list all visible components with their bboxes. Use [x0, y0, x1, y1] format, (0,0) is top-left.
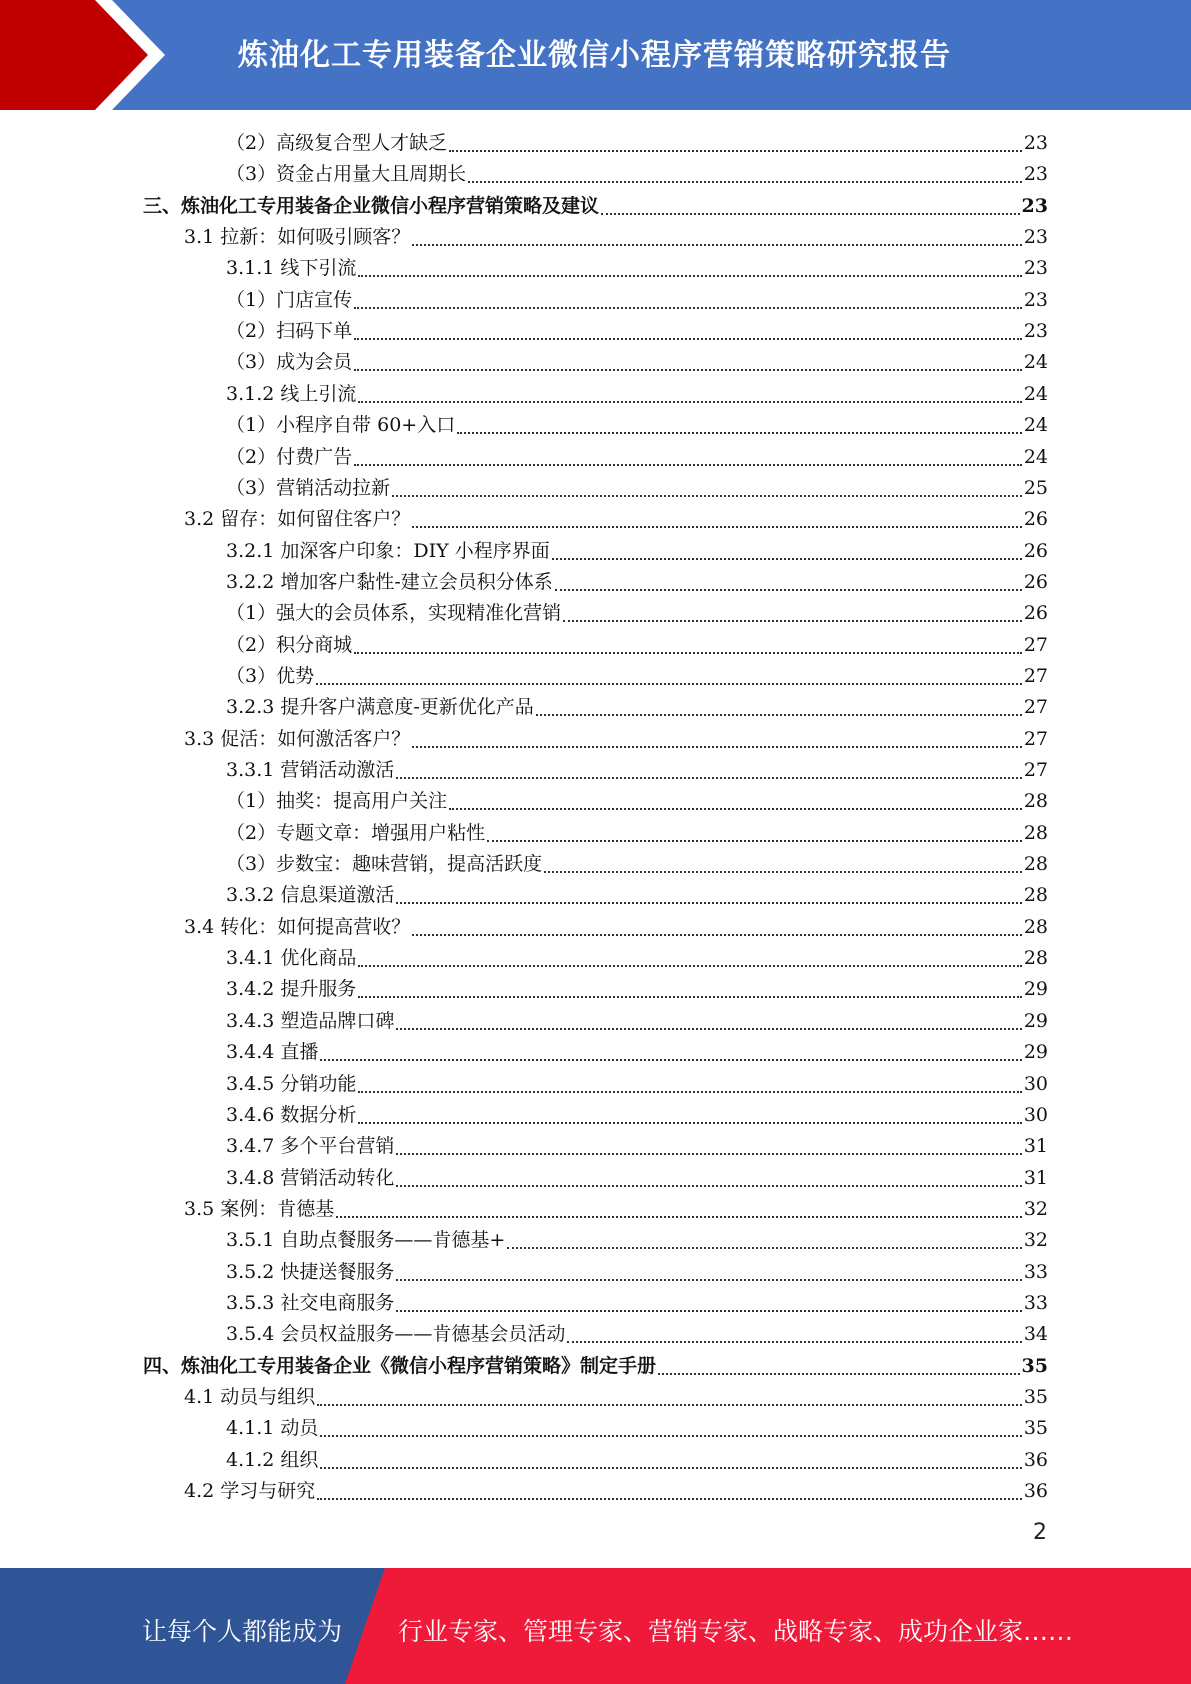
toc-dot-leader: [396, 1028, 1021, 1030]
toc-entry[interactable]: [184, 1476, 1048, 1507]
toc-dot-leader: [507, 1247, 1022, 1249]
toc-entry[interactable]: [226, 1037, 1048, 1068]
toc-entry[interactable]: [226, 1413, 1048, 1444]
toc-dot-leader: [354, 338, 1022, 340]
toc-entry-page: 32: [1023, 1197, 1048, 1220]
toc-entry[interactable]: [184, 912, 1048, 943]
toc-entry[interactable]: [226, 410, 1048, 441]
toc-dot-leader: [544, 871, 1022, 873]
toc-entry-page: 23: [1023, 320, 1048, 343]
toc-entry-page: 24: [1023, 445, 1048, 468]
toc-dot-leader: [358, 965, 1021, 967]
toc-entry-page: 31: [1023, 1166, 1048, 1189]
toc-entry[interactable]: [226, 692, 1048, 723]
toc-entry[interactable]: [226, 473, 1048, 504]
toc-entry-page: 28: [1023, 915, 1048, 938]
toc-entry-page: 26: [1023, 602, 1048, 625]
toc-entry-page: 35: [1023, 1386, 1048, 1408]
toc-dot-leader: [320, 1059, 1021, 1061]
toc-entry-title: 3.2 留存：如何留住客户？: [184, 508, 411, 531]
toc-entry[interactable]: [226, 974, 1048, 1005]
toc-dot-leader: [354, 464, 1022, 466]
toc-entry[interactable]: [226, 598, 1048, 629]
toc-entry-title: 3.4.3 塑造品牌口碑: [226, 1009, 395, 1032]
toc-entry-title: 3.4.5 分销功能: [226, 1072, 357, 1095]
toc-entry[interactable]: [226, 880, 1048, 911]
toc-entry-title: 三、炼油化工专用装备企业微信小程序营销策略及建议: [143, 194, 600, 217]
toc-entry-title: （1）小程序自带 60+入口: [226, 414, 456, 437]
toc-dot-leader: [567, 1341, 1021, 1343]
toc-entry[interactable]: [184, 1382, 1048, 1413]
toc-entry-title: 3.4.8 营销活动转化: [226, 1166, 395, 1189]
toc-dot-leader: [396, 1310, 1021, 1312]
toc-dot-leader: [552, 558, 1022, 560]
toc-entry[interactable]: [184, 1194, 1048, 1225]
toc-dot-leader: [412, 244, 1022, 246]
toc-dot-leader: [563, 620, 1022, 622]
toc-entry-title: 4.1 动员与组织: [184, 1386, 316, 1408]
toc-entry[interactable]: [226, 1006, 1048, 1037]
toc-entry-page: 28: [1023, 790, 1048, 813]
toc-entry-page: 23: [1023, 288, 1048, 311]
toc-entry-title: （1）门店宣传: [226, 288, 353, 311]
toc-dot-leader: [396, 777, 1021, 779]
toc-entry[interactable]: [226, 786, 1048, 817]
toc-entry-page: 36: [1023, 1448, 1048, 1471]
toc-entry[interactable]: [226, 347, 1048, 378]
toc-entry-title: （2）付费广告: [226, 445, 353, 468]
toc-entry-page: 25: [1023, 476, 1048, 499]
toc-entry-page: 23: [1023, 257, 1048, 280]
footer-slogan-right: 行业专家、管理专家、营销专家、战略专家、成功企业家……: [398, 1617, 1074, 1646]
toc-dot-leader: [449, 150, 1022, 152]
toc-entry-page: 28: [1023, 947, 1048, 970]
toc-dot-leader: [396, 902, 1021, 904]
toc-entry-page: 24: [1023, 382, 1048, 405]
toc-dot-leader: [412, 934, 1022, 936]
toc-entry-title: 4.1.1 动员: [226, 1417, 319, 1440]
toc-entry-page: 27: [1023, 633, 1048, 656]
toc-entry-title: 3.5 案例：肯德基: [184, 1197, 335, 1220]
toc-dot-leader: [601, 213, 1020, 215]
toc-entry-page: 28: [1023, 853, 1048, 876]
toc-dot-leader: [358, 401, 1021, 403]
toc-entry-title: （2）专题文章：增强用户粘性: [226, 821, 486, 844]
toc-dot-leader: [396, 1185, 1021, 1187]
toc-entry-title: 3.5.3 社交电商服务: [226, 1291, 395, 1314]
toc-entry[interactable]: [226, 1069, 1048, 1100]
toc-entry-page: 24: [1023, 414, 1048, 437]
toc-entry-page: 26: [1023, 508, 1048, 531]
toc-entry-page: 28: [1023, 821, 1048, 844]
toc-entry-title: （3）优势: [226, 664, 315, 687]
toc-entry-title: （3）资金占用量大且周期长: [226, 163, 467, 186]
toc-dot-leader: [317, 1404, 1022, 1406]
page-number: 2: [1033, 1520, 1047, 1545]
toc-dot-leader: [358, 1091, 1021, 1093]
toc-entry-title: 3.3.2 信息渠道激活: [226, 884, 395, 907]
footer-slogan-left: 让每个人都能成为: [142, 1617, 343, 1646]
toc-dot-leader: [457, 432, 1022, 434]
toc-entry-title: （1）强大的会员体系，实现精准化营销: [226, 602, 562, 625]
toc-entry[interactable]: [226, 442, 1048, 473]
toc-entry[interactable]: [226, 1225, 1048, 1256]
toc-entry-page: 29: [1023, 1009, 1048, 1032]
toc-entry[interactable]: [226, 818, 1048, 849]
toc-entry-page: 28: [1023, 884, 1048, 907]
toc-entry[interactable]: [226, 661, 1048, 692]
toc-dot-leader: [412, 526, 1022, 528]
toc-dot-leader: [354, 652, 1022, 654]
toc-entry[interactable]: [143, 1351, 1048, 1382]
toc-dot-leader: [316, 683, 1022, 685]
toc-entry[interactable]: [226, 1319, 1048, 1350]
toc-entry[interactable]: [226, 159, 1048, 190]
toc-dot-leader: [555, 589, 1022, 591]
toc-entry[interactable]: [226, 849, 1048, 880]
toc-entry-title: 3.1.2 线上引流: [226, 382, 357, 405]
toc-entry-title: 3.2.3 提升客户满意度-更新优化产品: [226, 696, 534, 719]
toc-dot-leader: [354, 307, 1022, 309]
toc-entry-page: 36: [1023, 1480, 1048, 1503]
toc-entry[interactable]: [184, 222, 1048, 253]
toc-entry[interactable]: [226, 943, 1048, 974]
toc-entry-title: （2）积分商城: [226, 633, 353, 656]
toc-entry-page: 32: [1023, 1229, 1048, 1252]
toc-entry-page: 27: [1023, 759, 1048, 781]
toc-entry-page: 34: [1023, 1323, 1048, 1346]
toc-entry-page: 24: [1023, 351, 1048, 374]
toc-dot-leader: [487, 840, 1022, 842]
toc-entry-title: 3.4.1 优化商品: [226, 947, 357, 970]
toc-entry-title: （3）成为会员: [226, 351, 353, 374]
toc-entry-page: 23: [1023, 226, 1048, 249]
toc-entry-page: 23: [1023, 132, 1048, 154]
toc-dot-leader: [320, 1435, 1021, 1437]
toc-entry[interactable]: [226, 1163, 1048, 1194]
toc-entry[interactable]: [226, 1131, 1048, 1162]
toc-entry-title: 3.4.6 数据分析: [226, 1103, 357, 1126]
toc-dot-leader: [536, 714, 1022, 716]
toc-entry-title: 3.4.4 直播: [226, 1041, 319, 1064]
toc-entry-page: 30: [1023, 1072, 1048, 1095]
toc-entry-page: 33: [1023, 1260, 1048, 1283]
toc-entry-title: 4.1.2 组织: [226, 1448, 319, 1471]
toc-entry-title: 3.4 转化：如何提高营收？: [184, 915, 411, 938]
toc-dot-leader: [354, 369, 1022, 371]
toc-dot-leader: [336, 1216, 1022, 1218]
toc-entry[interactable]: [143, 191, 1048, 222]
toc-dot-leader: [449, 808, 1022, 810]
toc-entry-title: 3.3 促活：如何激活客户？: [184, 727, 411, 750]
toc-entry[interactable]: [226, 285, 1048, 316]
report-title: 炼油化工专用装备企业微信小程序营销策略研究报告: [238, 38, 951, 73]
toc-entry-title: （3）营销活动拉新: [226, 476, 391, 499]
toc-entry-page: 29: [1023, 1041, 1048, 1064]
toc-entry[interactable]: [226, 1288, 1048, 1319]
toc-entry[interactable]: [226, 567, 1048, 598]
toc-entry[interactable]: [184, 504, 1048, 535]
toc-entry[interactable]: [226, 1445, 1048, 1476]
toc-entry-title: 3.4.2 提升服务: [226, 978, 357, 1001]
toc-entry-page: 35: [1021, 1354, 1048, 1377]
toc-dot-leader: [358, 996, 1021, 998]
toc-entry-title: 3.3.1 营销活动激活: [226, 759, 395, 781]
toc-dot-leader: [392, 495, 1022, 497]
toc-entry-title: 四、炼油化工专用装备企业《微信小程序营销策略》制定手册: [143, 1354, 657, 1377]
toc-entry-title: 3.5.4 会员权益服务——肯德基会员活动: [226, 1323, 566, 1346]
toc-dot-leader: [358, 275, 1021, 277]
toc-dot-leader: [358, 1122, 1021, 1124]
toc-entry-page: 33: [1023, 1291, 1048, 1314]
toc-entry-page: 23: [1021, 194, 1048, 217]
toc-entry-title: （1）抽奖：提高用户关注: [226, 790, 448, 813]
toc-entry[interactable]: [184, 724, 1048, 755]
toc-dot-leader: [396, 1279, 1021, 1281]
toc-entry-title: 3.1.1 线下引流: [226, 257, 357, 280]
toc-dot-leader: [412, 746, 1022, 748]
toc-entry[interactable]: [226, 630, 1048, 661]
toc-entry-title: 3.1 拉新：如何吸引顾客？: [184, 226, 411, 249]
toc-dot-leader: [317, 1498, 1022, 1500]
toc-entry[interactable]: [226, 1100, 1048, 1131]
toc-entry[interactable]: [226, 253, 1048, 284]
toc-entry-page: 31: [1023, 1135, 1048, 1158]
toc-entry[interactable]: [226, 536, 1048, 567]
toc-entry[interactable]: [226, 316, 1048, 347]
toc-entry[interactable]: [226, 379, 1048, 410]
page-footer: [0, 1568, 1191, 1684]
toc-entry-title: （3）步数宝：趣味营销，提高活跃度: [226, 853, 543, 876]
toc-entry-title: 4.2 学习与研究: [184, 1480, 316, 1503]
toc-entry-page: 27: [1023, 664, 1048, 687]
toc-dot-leader: [320, 1467, 1021, 1469]
toc-entry-page: 27: [1023, 727, 1048, 750]
toc-entry-page: 23: [1023, 163, 1048, 186]
toc-entry-title: （2）高级复合型人才缺乏: [226, 132, 448, 154]
toc-entry[interactable]: [226, 1257, 1048, 1288]
toc-entry-page: 30: [1023, 1103, 1048, 1126]
toc-entry-title: 3.5.2 快捷送餐服务: [226, 1260, 395, 1283]
toc-entry-page: 26: [1023, 570, 1048, 593]
toc-entry[interactable]: [226, 755, 1048, 786]
toc-entry-page: 26: [1023, 539, 1048, 562]
page-header: [0, 0, 1191, 110]
toc-entry[interactable]: [226, 128, 1048, 159]
toc-entry-title: 3.5.1 自助点餐服务——肯德基+: [226, 1229, 506, 1252]
toc-entry-title: 3.2.1 加深客户印象：DIY 小程序界面: [226, 539, 550, 562]
toc-entry-title: 3.4.7 多个平台营销: [226, 1135, 395, 1158]
toc-entry-title: （2）扫码下单: [226, 320, 353, 343]
toc-dot-leader: [396, 1153, 1021, 1155]
toc-entry-page: 27: [1023, 696, 1048, 719]
toc-entry-page: 35: [1023, 1417, 1048, 1440]
toc-dot-leader: [468, 181, 1022, 183]
toc-entry-page: 29: [1023, 978, 1048, 1001]
toc-dot-leader: [658, 1373, 1020, 1375]
toc-entry-title: 3.2.2 增加客户黏性-建立会员积分体系: [226, 570, 553, 593]
